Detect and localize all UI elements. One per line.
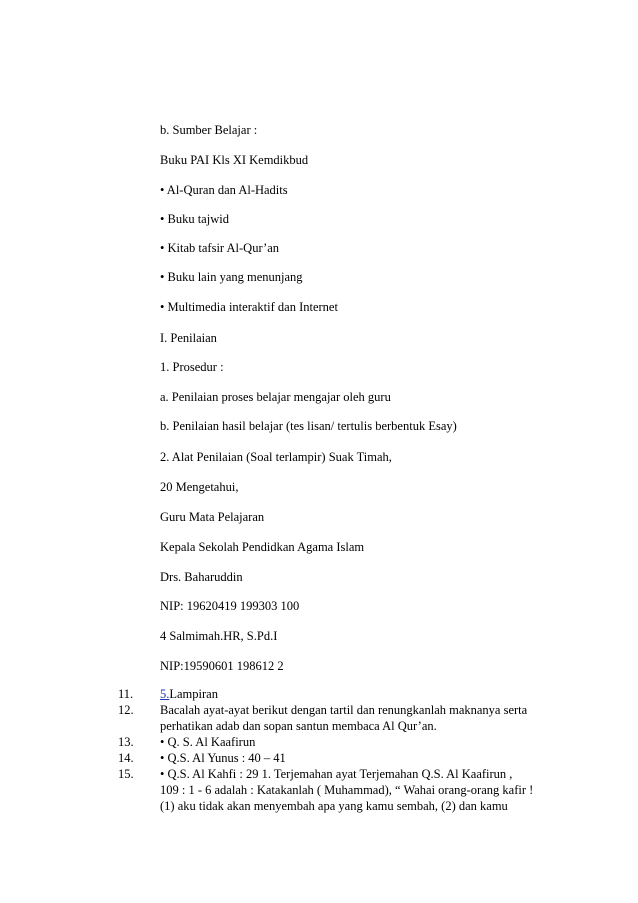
paragraph: Kepala Sekolah Pendidkan Agama Islam [160, 540, 365, 554]
section-heading: I. Penilaian [160, 331, 217, 345]
list-item-text: • Q. S. Al Kaafirun [160, 735, 256, 749]
paragraph: Buku PAI Kls XI Kemdikbud [160, 153, 309, 167]
paragraph: • Multimedia interaktif dan Internet [160, 300, 338, 314]
paragraph: 20 Mengetahui, [160, 480, 239, 494]
list-item-number: 14. [118, 751, 134, 765]
list-item-continuation: perhatikan adab dan sopan santun membaca Al Qur’an. [160, 719, 437, 733]
paragraph: • Buku tajwid [160, 212, 229, 226]
list-item [160, 686, 218, 702]
list-item-text: • Q.S. Al Yunus : 40 – 41 [160, 751, 286, 765]
list-item-number: 15. [118, 767, 134, 781]
list-item-text: Bacalah ayat-ayat berikut dengan tartil dan renungkanlah maknanya serta [160, 703, 528, 717]
lampiran-link[interactable]: 5. [160, 687, 170, 701]
list-item-continuation: (1) aku tidak akan menyembah apa yang kamu sembah, (2) dan kamu [160, 799, 508, 813]
paragraph: b. Penilaian hasil belajar (tes lisan/ tertulis berbentuk Esay) [160, 419, 457, 433]
list-item-continuation: 109 : 1 - 6 adalah : Katakanlah ( Muhammad), “ Wahai orang-orang kafir ! [160, 783, 534, 797]
list-item-number: 12. [118, 703, 134, 717]
paragraph: NIP: 19620419 199303 100 [160, 599, 300, 613]
list-item-number: 13. [118, 735, 134, 749]
paragraph: • Kitab tafsir Al-Qur’an [160, 241, 280, 255]
paragraph: b. Sumber Belajar : [160, 123, 258, 137]
paragraph: a. Penilaian proses belajar mengajar oleh guru [160, 390, 391, 404]
paragraph: • Buku lain yang menunjang [160, 270, 303, 284]
list-item-text: Lampiran [169, 687, 218, 701]
paragraph: 1. Prosedur : [160, 360, 224, 374]
paragraph: 4 Salmimah.HR, S.Pd.I [160, 629, 278, 643]
paragraph: • Al-Quran dan Al-Hadits [160, 183, 288, 197]
paragraph: 2. Alat Penilaian (Soal terlampir) Suak Timah, [160, 450, 392, 464]
paragraph: Drs. Baharuddin [160, 570, 243, 584]
paragraph: NIP:19590601 198612 2 [160, 659, 284, 673]
list-item-number: 11. [118, 687, 134, 701]
paragraph: Guru Mata Pelajaran [160, 510, 265, 524]
list-item-text: • Q.S. Al Kahfi : 29 1. Terjemahan ayat Terjemahan Q.S. Al Kaafirun , [160, 767, 513, 781]
